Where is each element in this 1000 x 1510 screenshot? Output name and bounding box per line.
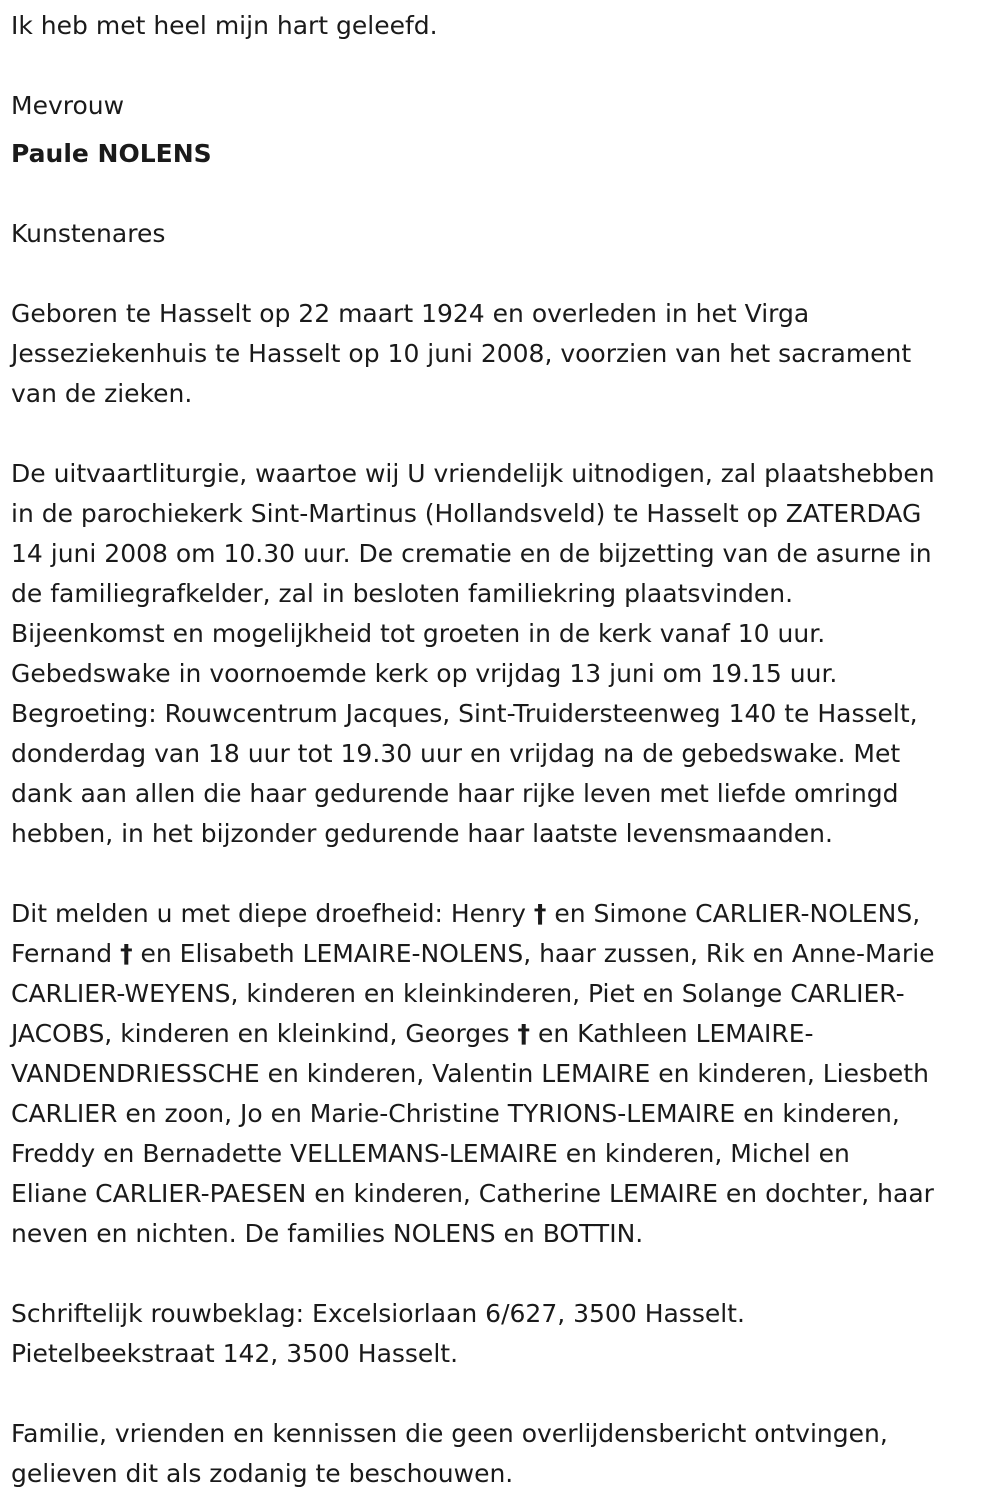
text-line: De uitvaartliturgie, waartoe wij U vriendelijk uitnodigen, zal plaatshebben bbox=[11, 459, 935, 488]
text-line: Gebedswake in voornoemde kerk op vrijdag 13 juni om 19.15 uur. bbox=[11, 659, 838, 688]
closing-paragraph bbox=[11, 1414, 996, 1494]
spacer bbox=[11, 1254, 996, 1294]
salutation: Mevrouw bbox=[11, 91, 125, 120]
funeral-paragraph bbox=[11, 454, 996, 854]
motto: Ik heb met heel mijn hart geleefd. bbox=[11, 11, 438, 40]
text-line: Jesseziekenhuis te Hasselt op 10 juni 2008, voorzien van het sacrament bbox=[11, 339, 912, 368]
text-fragment: Fernand bbox=[11, 939, 121, 968]
text-line bbox=[11, 894, 996, 934]
cross-icon: † bbox=[517, 1019, 531, 1048]
text-line: Familie, vrienden en kennissen die geen overlijdensbericht ontvingen, bbox=[11, 1419, 888, 1448]
text-line: van de zieken. bbox=[11, 379, 193, 408]
spacer bbox=[11, 414, 996, 454]
spacer bbox=[11, 174, 996, 214]
condolence-paragraph bbox=[11, 1294, 996, 1374]
text-fragment: en Kathleen LEMAIRE- bbox=[530, 1019, 814, 1048]
text-line: CARLIER-WEYENS, kinderen en kleinkinderen, Piet en Solange CARLIER- bbox=[11, 979, 905, 1008]
text-line: Begroeting: Rouwcentrum Jacques, Sint-Truidersteenweg 140 te Hasselt, bbox=[11, 699, 918, 728]
text-fragment: Dit melden u met diepe droefheid: Henry bbox=[11, 899, 534, 928]
text-line: Bijeenkomst en mogelijkheid tot groeten in de kerk vanaf 10 uur. bbox=[11, 619, 826, 648]
text-line: gelieven dit als zodanig te beschouwen. bbox=[11, 1459, 514, 1488]
birth-death-paragraph bbox=[11, 294, 996, 414]
text-line: Schriftelijk rouwbeklag: Excelsiorlaan 6/627, 3500 Hasselt. bbox=[11, 1299, 745, 1328]
occupation: Kunstenares bbox=[11, 219, 166, 248]
deceased-name: Paule NOLENS bbox=[11, 139, 212, 168]
text-line: Eliane CARLIER-PAESEN en kinderen, Catherine LEMAIRE en dochter, haar bbox=[11, 1179, 934, 1208]
cross-icon: † bbox=[120, 939, 133, 968]
cross-icon: † bbox=[533, 899, 547, 928]
text-fragment: en Elisabeth LEMAIRE-NOLENS, haar zussen, Rik en Anne-Marie bbox=[132, 939, 935, 968]
spacer bbox=[11, 254, 996, 294]
text-line: in de parochiekerk Sint-Martinus (Hollandsveld) te Hasselt op ZATERDAG bbox=[11, 499, 922, 528]
notice-body bbox=[11, 6, 996, 1494]
text-fragment: en Simone CARLIER-NOLENS, bbox=[546, 899, 921, 928]
text-line: 14 juni 2008 om 10.30 uur. De crematie en de bijzetting van de asurne in bbox=[11, 539, 932, 568]
text-line: Geboren te Hasselt op 22 maart 1924 en overleden in het Virga bbox=[11, 299, 810, 328]
text-line: Freddy en Bernadette VELLEMANS-LEMAIRE en kinderen, Michel en bbox=[11, 1139, 850, 1168]
family-paragraph bbox=[11, 894, 996, 1254]
text-line: Pietelbeekstraat 142, 3500 Hasselt. bbox=[11, 1339, 459, 1368]
text-line: CARLIER en zoon, Jo en Marie-Christine TYRIONS-LEMAIRE en kinderen, bbox=[11, 1099, 900, 1128]
text-line: neven en nichten. De families NOLENS en BOTTIN. bbox=[11, 1219, 644, 1248]
text-line: hebben, in het bijzonder gedurende haar laatste levensmaanden. bbox=[11, 819, 833, 848]
text-line: VANDENDRIESSCHE en kinderen, Valentin LEMAIRE en kinderen, Liesbeth bbox=[11, 1059, 929, 1088]
spacer bbox=[11, 1374, 996, 1414]
text-line: de familiegrafkelder, zal in besloten familiekring plaatsvinden. bbox=[11, 579, 794, 608]
text-line: dank aan allen die haar gedurende haar rijke leven met liefde omringd bbox=[11, 779, 899, 808]
spacer bbox=[11, 854, 996, 894]
text-line bbox=[11, 1014, 996, 1054]
text-line: donderdag van 18 uur tot 19.30 uur en vrijdag na de gebedswake. Met bbox=[11, 739, 901, 768]
spacer bbox=[11, 46, 996, 86]
text-fragment: JACOBS, kinderen en kleinkind, Georges bbox=[11, 1019, 518, 1048]
text-line bbox=[11, 934, 996, 974]
